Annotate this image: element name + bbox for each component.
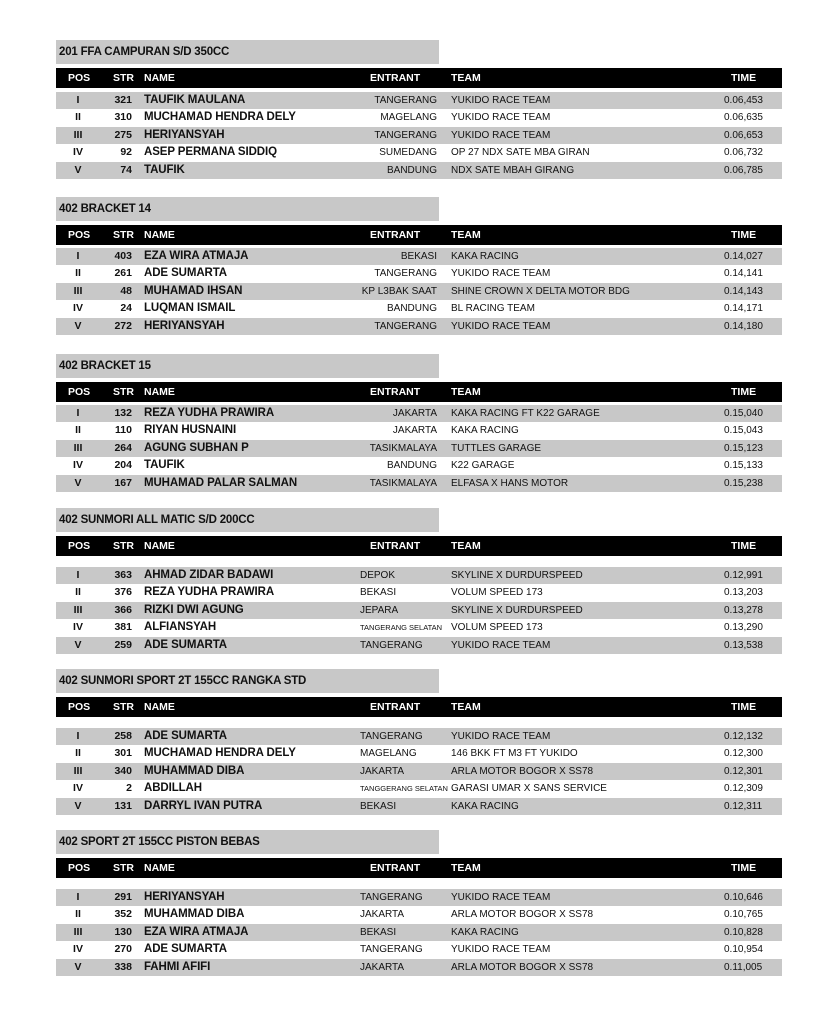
header-pos: POS: [68, 862, 91, 874]
table-row: [56, 745, 782, 762]
pos-cell: II: [75, 586, 81, 598]
pos-cell: V: [74, 961, 82, 973]
str-cell: 131: [114, 800, 132, 812]
entrant-cell: TANGERANG: [374, 95, 437, 106]
name-cell: MUHAMAD PALAR SALMAN: [144, 477, 298, 489]
team-cell: YUKIDO RACE TEAM: [451, 892, 551, 903]
str-cell: 301: [114, 747, 132, 759]
header-name: NAME: [144, 862, 175, 874]
name-cell: MUCHAMAD HENDRA DELY: [144, 747, 296, 759]
pos-cell: IV: [73, 782, 83, 794]
entrant-cell: BANDUNG: [386, 303, 437, 314]
name-cell: RIZKI DWI AGUNG: [144, 604, 244, 616]
entrant-cell: TANGERANG SELATAN: [360, 623, 443, 632]
header-entrant: ENTRANT: [370, 229, 421, 241]
name-cell: DARRYL IVAN PUTRA: [144, 800, 263, 812]
time-cell: 0.06,653: [724, 130, 763, 141]
table-row: [56, 92, 782, 109]
header-pos: POS: [68, 72, 91, 84]
str-cell: 403: [114, 250, 132, 262]
time-cell: 0.10,646: [724, 892, 763, 903]
section-title: 402 SUNMORI SPORT 2T 155CC RANGKA STD: [56, 669, 439, 693]
entrant-cell: TANGERANG: [360, 731, 423, 742]
header-str: STR: [113, 701, 134, 713]
name-cell: MUHAMMAD DIBA: [144, 908, 245, 920]
pos-cell: I: [76, 891, 80, 903]
team-cell: KAKA RACING: [451, 251, 519, 262]
table-header: [56, 858, 782, 878]
pos-cell: III: [73, 926, 83, 938]
team-cell: ARLA MOTOR BOGOR X SS78: [451, 962, 594, 973]
pos-cell: II: [75, 267, 81, 279]
entrant-cell: DEPOK: [360, 570, 396, 581]
time-cell: 0.13,538: [724, 640, 763, 651]
pos-cell: II: [75, 424, 81, 436]
entrant-cell: TASIKMALAYA: [369, 478, 437, 489]
table-row: [56, 619, 782, 636]
header-str: STR: [113, 386, 134, 398]
entrant-cell: JAKARTA: [360, 766, 405, 777]
table-row: [56, 780, 782, 797]
header-team: TEAM: [451, 862, 481, 874]
time-cell: 0.14,180: [724, 321, 763, 332]
time-cell: 0.06,785: [724, 165, 763, 176]
entrant-cell: BEKASI: [360, 587, 397, 598]
entrant-cell: TANGERANG: [360, 944, 423, 955]
str-cell: 381: [114, 621, 132, 633]
entrant-cell: TANGERANG: [374, 130, 437, 141]
header-str: STR: [113, 72, 134, 84]
header-time: TIME: [731, 229, 757, 241]
time-cell: 0.12,991: [724, 570, 763, 581]
header-entrant: ENTRANT: [370, 540, 421, 552]
name-cell: ABDILLAH: [144, 782, 202, 794]
pos-cell: V: [74, 800, 82, 812]
header-entrant: ENTRANT: [370, 386, 421, 398]
pos-cell: III: [73, 129, 83, 141]
time-cell: 0.14,027: [724, 251, 763, 262]
name-cell: MUHAMMAD DIBA: [144, 765, 245, 777]
header-entrant: ENTRANT: [370, 862, 421, 874]
pos-cell: I: [76, 407, 80, 419]
header-time: TIME: [731, 862, 757, 874]
pos-cell: V: [74, 477, 82, 489]
pos-cell: V: [74, 164, 82, 176]
team-cell: OP 27 NDX SATE MBA GIRAN: [451, 147, 590, 158]
table-row: [56, 422, 782, 439]
str-cell: 376: [114, 586, 132, 598]
table-row: [56, 109, 782, 126]
str-cell: 261: [114, 267, 132, 279]
table-row: [56, 162, 782, 179]
entrant-cell: MAGELANG: [360, 748, 417, 759]
team-cell: NDX SATE MBAH GIRANG: [451, 165, 575, 176]
header-time: TIME: [731, 701, 757, 713]
name-cell: MUCHAMAD HENDRA DELY: [144, 111, 296, 123]
name-cell: EZA WIRA ATMAJA: [144, 926, 249, 938]
table-row: [56, 457, 782, 474]
section-title: 402 SPORT 2T 155CC PISTON BEBAS: [56, 830, 439, 854]
team-cell: KAKA RACING: [451, 801, 519, 812]
table-row: [56, 906, 782, 923]
header-name: NAME: [144, 540, 175, 552]
name-cell: TAUFIK MAULANA: [144, 94, 246, 106]
pos-cell: I: [76, 569, 80, 581]
section-title: 402 SUNMORI ALL MATIC S/D 200CC: [56, 508, 439, 532]
team-cell: SKYLINE X DURDURSPEED: [451, 605, 583, 616]
header-str: STR: [113, 540, 134, 552]
entrant-cell: JEPARA: [360, 605, 399, 616]
name-cell: FAHMI AFIFI: [144, 961, 211, 973]
time-cell: 0.10,828: [724, 927, 763, 938]
entrant-cell: JAKARTA: [360, 962, 405, 973]
str-cell: 264: [114, 442, 132, 454]
table-row: [56, 637, 782, 654]
table-row: [56, 941, 782, 958]
header-team: TEAM: [451, 72, 481, 84]
name-cell: HERIYANSYAH: [144, 891, 225, 903]
time-cell: 0.10,765: [724, 909, 763, 920]
team-cell: VOLUM SPEED 173: [451, 622, 543, 633]
time-cell: 0.14,143: [724, 286, 763, 297]
time-cell: 0.15,123: [724, 443, 763, 454]
header-team: TEAM: [451, 386, 481, 398]
table-row: [56, 567, 782, 584]
team-cell: KAKA RACING: [451, 927, 519, 938]
str-cell: 338: [114, 961, 132, 973]
entrant-cell: TANGERANG: [360, 640, 423, 651]
pos-cell: III: [73, 285, 83, 297]
pos-cell: II: [75, 747, 81, 759]
section-title: 402 BRACKET 14: [56, 197, 439, 221]
table-row: [56, 602, 782, 619]
pos-cell: III: [73, 765, 83, 777]
team-cell: YUKIDO RACE TEAM: [451, 112, 551, 123]
name-cell: HERIYANSYAH: [144, 320, 225, 332]
pos-cell: I: [76, 730, 80, 742]
table-header: [56, 697, 782, 717]
entrant-cell: TANGERANG: [360, 892, 423, 903]
str-cell: 167: [114, 477, 132, 489]
name-cell: LUQMAN ISMAIL: [144, 302, 236, 314]
str-cell: 366: [114, 604, 132, 616]
name-cell: ADE SUMARTA: [144, 730, 228, 742]
time-cell: 0.14,141: [724, 268, 763, 279]
header-name: NAME: [144, 229, 175, 241]
time-cell: 0.06,635: [724, 112, 763, 123]
table-row: [56, 440, 782, 457]
entrant-cell: TANGERANG: [374, 321, 437, 332]
table-header: [56, 536, 782, 556]
time-cell: 0.12,311: [724, 801, 763, 812]
str-cell: 48: [120, 285, 132, 297]
pos-cell: III: [73, 442, 83, 454]
header-team: TEAM: [451, 540, 481, 552]
pos-cell: II: [75, 908, 81, 920]
str-cell: 24: [120, 302, 132, 314]
entrant-cell: KP L3BAK SAAT: [361, 286, 437, 297]
time-cell: 0.15,043: [724, 425, 763, 436]
pos-cell: IV: [73, 146, 83, 158]
entrant-cell: BEKASI: [400, 251, 437, 262]
time-cell: 0.10,954: [724, 944, 763, 955]
entrant-cell: JAKARTA: [392, 408, 437, 419]
header-pos: POS: [68, 229, 91, 241]
table-row: [56, 283, 782, 300]
pos-cell: IV: [73, 459, 83, 471]
table-row: [56, 763, 782, 780]
str-cell: 363: [114, 569, 132, 581]
table-row: [56, 798, 782, 815]
name-cell: TAUFIK: [144, 164, 185, 176]
table-row: [56, 889, 782, 906]
table-row: [56, 584, 782, 601]
entrant-cell: TANGERANG: [374, 268, 437, 279]
time-cell: 0.14,171: [724, 303, 763, 314]
str-cell: 74: [120, 164, 132, 176]
table-row: [56, 265, 782, 282]
header-time: TIME: [731, 72, 757, 84]
str-cell: 310: [114, 111, 132, 123]
team-cell: TUTTLES GARAGE: [451, 443, 542, 454]
header-pos: POS: [68, 701, 91, 713]
name-cell: RIYAN HUSNAINI: [144, 424, 237, 436]
team-cell: VOLUM SPEED 173: [451, 587, 543, 598]
str-cell: 132: [114, 407, 132, 419]
time-cell: 0.12,300: [724, 748, 763, 759]
team-cell: YUKIDO RACE TEAM: [451, 944, 551, 955]
str-cell: 130: [114, 926, 132, 938]
time-cell: 0.15,133: [724, 460, 763, 471]
team-cell: ARLA MOTOR BOGOR X SS78: [451, 909, 594, 920]
team-cell: YUKIDO RACE TEAM: [451, 640, 551, 651]
pos-cell: V: [74, 320, 82, 332]
team-cell: SKYLINE X DURDURSPEED: [451, 570, 583, 581]
name-cell: ADE SUMARTA: [144, 639, 228, 651]
name-cell: AHMAD ZIDAR BADAWI: [144, 569, 274, 581]
table-row: [56, 405, 782, 422]
time-cell: 0.12,132: [724, 731, 763, 742]
str-cell: 270: [114, 943, 132, 955]
table-row: [56, 144, 782, 161]
table-row: [56, 248, 782, 265]
team-cell: ARLA MOTOR BOGOR X SS78: [451, 766, 594, 777]
time-cell: 0.06,453: [724, 95, 763, 106]
entrant-cell: TASIKMALAYA: [369, 443, 437, 454]
team-cell: YUKIDO RACE TEAM: [451, 731, 551, 742]
header-name: NAME: [144, 72, 175, 84]
name-cell: MUHAMAD IHSAN: [144, 285, 243, 297]
time-cell: 0.13,278: [724, 605, 763, 616]
str-cell: 259: [114, 639, 132, 651]
team-cell: 146 BKK FT M3 FT YUKIDO: [451, 748, 578, 759]
str-cell: 92: [120, 146, 132, 158]
name-cell: EZA WIRA ATMAJA: [144, 250, 249, 262]
entrant-cell: BANDUNG: [386, 165, 437, 176]
team-cell: BL RACING TEAM: [451, 303, 535, 314]
time-cell: 0.15,040: [724, 408, 763, 419]
header-pos: POS: [68, 540, 91, 552]
str-cell: 110: [115, 424, 132, 436]
pos-cell: V: [74, 639, 82, 651]
header-entrant: ENTRANT: [370, 701, 421, 713]
table-row: [56, 300, 782, 317]
table-row: [56, 924, 782, 941]
table-header: [56, 68, 782, 88]
header-str: STR: [113, 229, 134, 241]
team-cell: K22 GARAGE: [451, 460, 515, 471]
str-cell: 272: [114, 320, 132, 332]
table-row: [56, 318, 782, 335]
pos-cell: I: [76, 94, 80, 106]
section-title: 402 BRACKET 15: [56, 354, 439, 378]
team-cell: YUKIDO RACE TEAM: [451, 268, 551, 279]
entrant-cell: SUMEDANG: [379, 147, 437, 158]
pos-cell: I: [76, 250, 80, 262]
time-cell: 0.06,732: [724, 147, 763, 158]
header-team: TEAM: [451, 229, 481, 241]
str-cell: 352: [114, 908, 132, 920]
header-time: TIME: [731, 386, 757, 398]
name-cell: REZA YUDHA PRAWIRA: [144, 586, 275, 598]
entrant-cell: MAGELANG: [380, 112, 437, 123]
pos-cell: IV: [73, 302, 83, 314]
entrant-cell: BEKASI: [360, 927, 397, 938]
entrant-cell: BANDUNG: [386, 460, 437, 471]
table-header: [56, 382, 782, 402]
entrant-cell: BEKASI: [360, 801, 397, 812]
header-team: TEAM: [451, 701, 481, 713]
time-cell: 0.13,290: [724, 622, 763, 633]
header-name: NAME: [144, 386, 175, 398]
header-time: TIME: [731, 540, 757, 552]
table-header: [56, 225, 782, 245]
name-cell: ALFIANSYAH: [144, 621, 217, 633]
team-cell: YUKIDO RACE TEAM: [451, 95, 551, 106]
name-cell: ADE SUMARTA: [144, 267, 228, 279]
name-cell: AGUNG SUBHAN P: [144, 442, 249, 454]
time-cell: 0.11,005: [724, 962, 763, 973]
name-cell: ASEP PERMANA SIDDIQ: [144, 146, 277, 158]
str-cell: 204: [114, 459, 132, 471]
str-cell: 2: [126, 782, 132, 794]
entrant-cell: JAKARTA: [360, 909, 405, 920]
name-cell: TAUFIK: [144, 459, 185, 471]
pos-cell: IV: [73, 621, 83, 633]
str-cell: 275: [114, 129, 132, 141]
entrant-cell: JAKARTA: [392, 425, 437, 436]
team-cell: SHINE CROWN X DELTA MOTOR BDG: [451, 286, 630, 297]
team-cell: ELFASA X HANS MOTOR: [451, 478, 569, 489]
team-cell: GARASI UMAR X SANS SERVICE: [451, 783, 607, 794]
time-cell: 0.12,309: [724, 783, 763, 794]
time-cell: 0.12,301: [724, 766, 763, 777]
table-row: [56, 475, 782, 492]
team-cell: KAKA RACING FT K22 GARAGE: [451, 408, 600, 419]
table-row: [56, 959, 782, 976]
time-cell: 0.13,203: [724, 587, 763, 598]
table-row: [56, 728, 782, 745]
str-cell: 258: [114, 730, 132, 742]
pos-cell: II: [75, 111, 81, 123]
team-cell: KAKA RACING: [451, 425, 519, 436]
header-name: NAME: [144, 701, 175, 713]
header-entrant: ENTRANT: [370, 72, 421, 84]
str-cell: 321: [114, 94, 132, 106]
entrant-cell: TANGGERANG SELATAN: [360, 784, 448, 793]
name-cell: ADE SUMARTA: [144, 943, 228, 955]
team-cell: YUKIDO RACE TEAM: [451, 130, 551, 141]
name-cell: HERIYANSYAH: [144, 129, 225, 141]
pos-cell: IV: [73, 943, 83, 955]
table-row: [56, 127, 782, 144]
header-pos: POS: [68, 386, 91, 398]
section-title: 201 FFA CAMPURAN S/D 350CC: [56, 40, 439, 64]
time-cell: 0.15,238: [724, 478, 763, 489]
str-cell: 340: [114, 765, 132, 777]
name-cell: REZA YUDHA PRAWIRA: [144, 407, 275, 419]
str-cell: 291: [114, 891, 132, 903]
team-cell: YUKIDO RACE TEAM: [451, 321, 551, 332]
pos-cell: III: [73, 604, 83, 616]
header-str: STR: [113, 862, 134, 874]
